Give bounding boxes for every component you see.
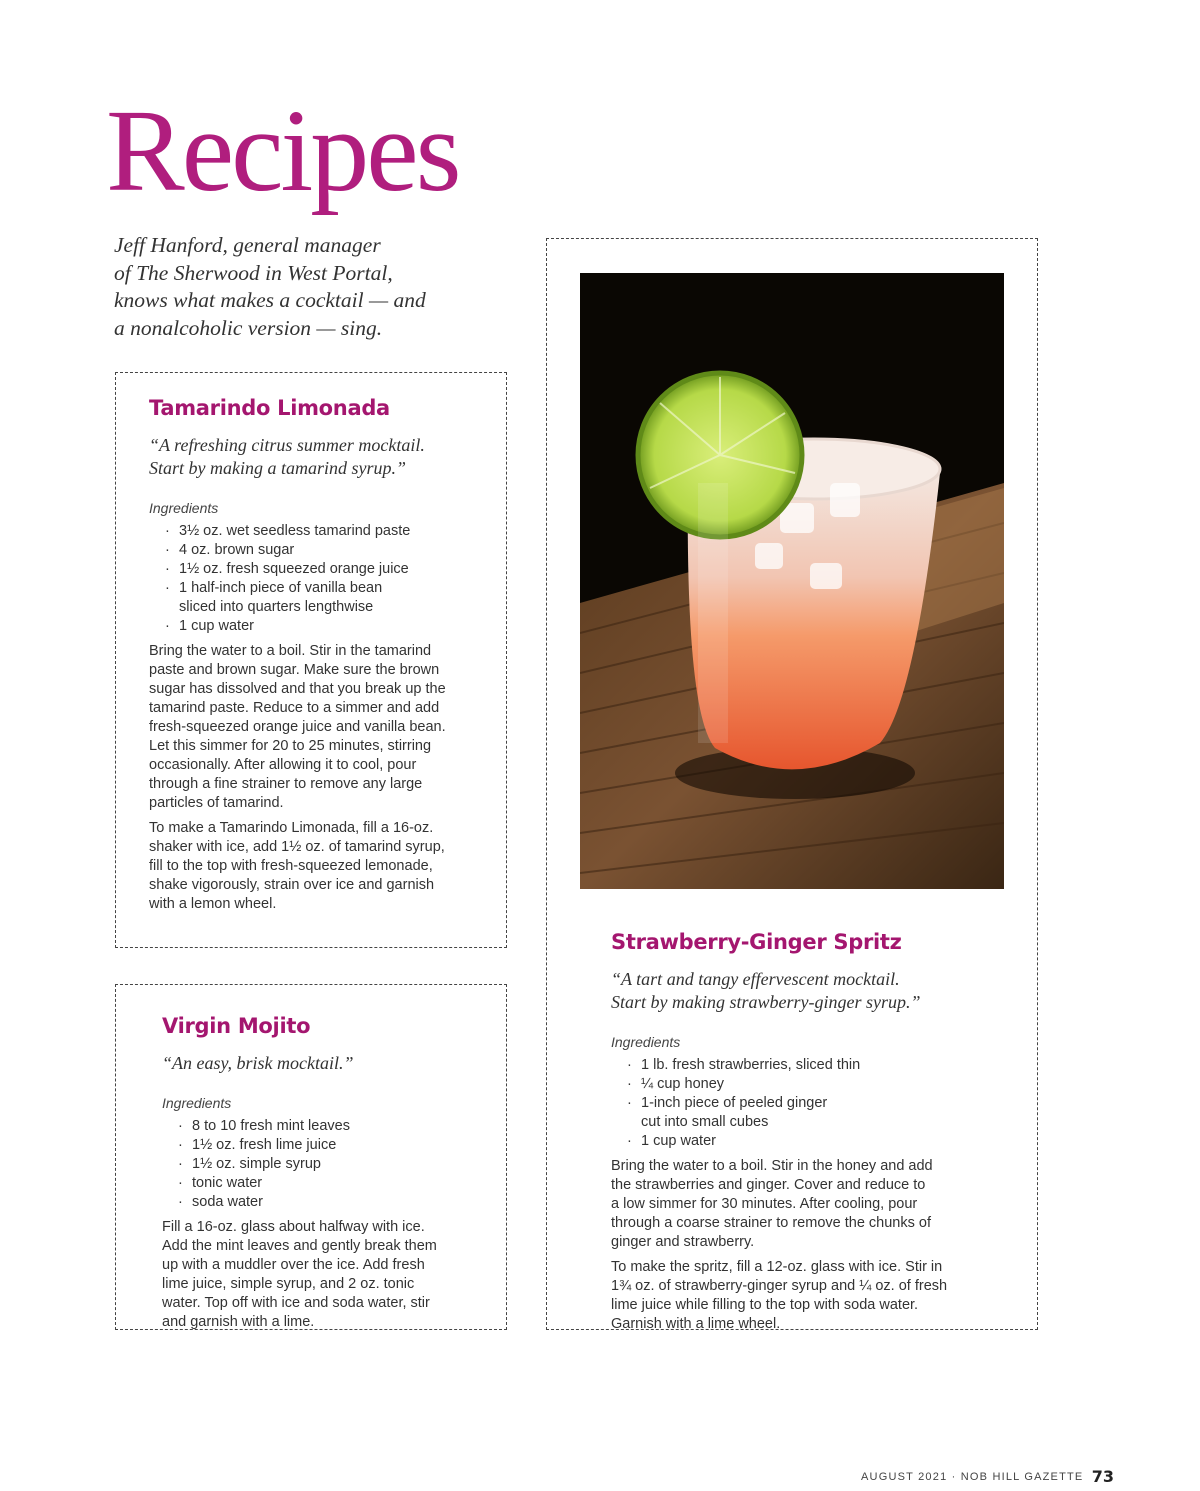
intro-line: Jeff Hanford, general manager [114, 233, 381, 257]
issue-label: AUGUST 2021 · NOB HILL GAZETTE [861, 1471, 1084, 1483]
ingredients-list [611, 1056, 1021, 1151]
instructions-paragraph [149, 642, 489, 813]
paragraph-line: shaker with ice, add 1½ oz. of tamarind syrup, [149, 839, 445, 855]
page-title: Recipes [106, 85, 459, 216]
paragraph-line: 1¾ oz. of strawberry-ginger syrup and ¼ oz. of fresh [611, 1278, 948, 1294]
paragraph-line: tamarind paste. Reduce to a simmer and add [149, 700, 440, 716]
recipe-title: Tamarindo Limonada [149, 396, 390, 420]
ingredient-line: sliced into quarters lengthwise [179, 599, 374, 615]
intro-line: knows what makes a cocktail — and [114, 288, 426, 312]
quote-line: “A tart and tangy effervescent mocktail. [611, 969, 900, 989]
ingredients-label: Ingredients [611, 1034, 681, 1050]
intro-line: a nonalcoholic version — sing. [114, 315, 383, 340]
ingredient-item [627, 1094, 1021, 1132]
ingredient-item: · tonic water [178, 1174, 492, 1193]
ingredients-list [149, 522, 489, 636]
recipe-quote [611, 968, 1021, 1014]
ingredient-item: · 8 to 10 fresh mint leaves [178, 1117, 492, 1136]
paragraph-line: Bring the water to a boil. Stir in the honey and add [611, 1158, 933, 1174]
paragraph-line: with a lemon wheel. [149, 896, 277, 912]
paragraph-line: Let this simmer for 20 to 25 minutes, stirring [149, 738, 432, 754]
paragraph-line: lime juice while filling to the top with soda water. [611, 1297, 919, 1313]
paragraph-line: up with a muddler over the ice. Add fresh [162, 1257, 425, 1273]
paragraph-line: lime juice, simple syrup, and 2 oz. tonic [162, 1276, 415, 1292]
instructions-paragraph [611, 1157, 1021, 1252]
ingredients-label: Ingredients [149, 500, 219, 516]
ingredient-item: · ¼ cup honey [627, 1075, 1021, 1094]
paragraph-line: through a coarse strainer to remove the chunks of [611, 1215, 931, 1231]
quote-line: Start by making strawberry-ginger syrup.” [611, 992, 921, 1012]
paragraph-line: water. Top off with ice and soda water, stir [162, 1295, 430, 1311]
mocktail-photo [580, 273, 1004, 889]
paragraph-line: through a fine strainer to remove any large [149, 776, 423, 792]
paragraph-line: To make a Tamarindo Limonada, fill a 16-oz. [149, 820, 434, 836]
ingredients-label: Ingredients [162, 1095, 232, 1111]
paragraph-line: Garnish with a lime wheel. [611, 1316, 781, 1332]
paragraph-line: sugar has dissolved and that you break up the [149, 681, 446, 697]
recipe-strawberry-ginger-spritz [611, 930, 1021, 1340]
paragraph-line: paste and brown sugar. Make sure the brown [149, 662, 440, 678]
ingredient-line: · 1 half-inch piece of vanilla bean [179, 580, 383, 596]
ingredient-item: · 1½ oz. fresh lime juice [178, 1136, 492, 1155]
paragraph-line: the strawberries and ginger. Cover and reduce to [611, 1177, 926, 1193]
paragraph-line: fresh-squeezed orange juice and vanilla bean. [149, 719, 446, 735]
ingredient-item: · 1½ oz. fresh squeezed orange juice [165, 560, 489, 579]
paragraph-line: occasionally. After allowing it to cool, pour [149, 757, 417, 773]
paragraph-line: Fill a 16-oz. glass about halfway with ice. [162, 1219, 425, 1235]
paragraph-line: and garnish with a lime. [162, 1314, 315, 1330]
quote-line: “An easy, brisk mocktail.” [162, 1053, 354, 1073]
paragraph-line: Add the mint leaves and gently break them [162, 1238, 437, 1254]
recipe-title: Strawberry-Ginger Spritz [611, 930, 902, 954]
quote-line: Start by making a tamarind syrup.” [149, 458, 407, 478]
ingredient-item: · 4 oz. brown sugar [165, 541, 489, 560]
ingredient-line: cut into small cubes [641, 1114, 769, 1130]
paragraph-line: a low simmer for 30 minutes. After cooling, pour [611, 1196, 918, 1212]
ingredient-item: · 1½ oz. simple syrup [178, 1155, 492, 1174]
ingredient-item [165, 579, 489, 617]
intro-line: of The Sherwood in West Portal, [114, 260, 393, 285]
paragraph-line: ginger and strawberry. [611, 1234, 755, 1250]
ingredient-item: · 1 cup water [627, 1132, 1021, 1151]
page-number: 73 [1091, 1467, 1114, 1486]
paragraph-line: fill to the top with fresh-squeezed lemonade, [149, 858, 433, 874]
paragraph-line: Bring the water to a boil. Stir in the tamarind [149, 643, 432, 659]
page-footer [861, 1467, 1114, 1486]
instructions-paragraph [611, 1258, 1021, 1334]
recipe-tamarindo-limonada [149, 396, 489, 920]
quote-line: “A refreshing citrus summer mocktail. [149, 435, 425, 455]
instructions-paragraph [149, 819, 489, 914]
ingredient-item: · 1 cup water [165, 617, 489, 636]
intro-text [114, 232, 494, 342]
instructions-paragraph [162, 1218, 492, 1332]
ingredient-line: · 1-inch piece of peeled ginger [641, 1095, 828, 1111]
recipe-quote [162, 1052, 492, 1075]
paragraph-line: To make the spritz, fill a 12-oz. glass with ice. Stir in [611, 1259, 943, 1275]
ingredient-item: · soda water [178, 1193, 492, 1212]
paragraph-line: particles of tamarind. [149, 795, 284, 811]
ingredient-item: · 3½ oz. wet seedless tamarind paste [165, 522, 489, 541]
ingredient-item: · 1 lb. fresh strawberries, sliced thin [627, 1056, 1021, 1075]
recipe-title: Virgin Mojito [162, 1014, 311, 1038]
recipe-quote [149, 434, 489, 480]
recipe-virgin-mojito [162, 1014, 492, 1338]
ingredients-list [162, 1117, 492, 1212]
paragraph-line: shake vigorously, strain over ice and garnish [149, 877, 435, 893]
